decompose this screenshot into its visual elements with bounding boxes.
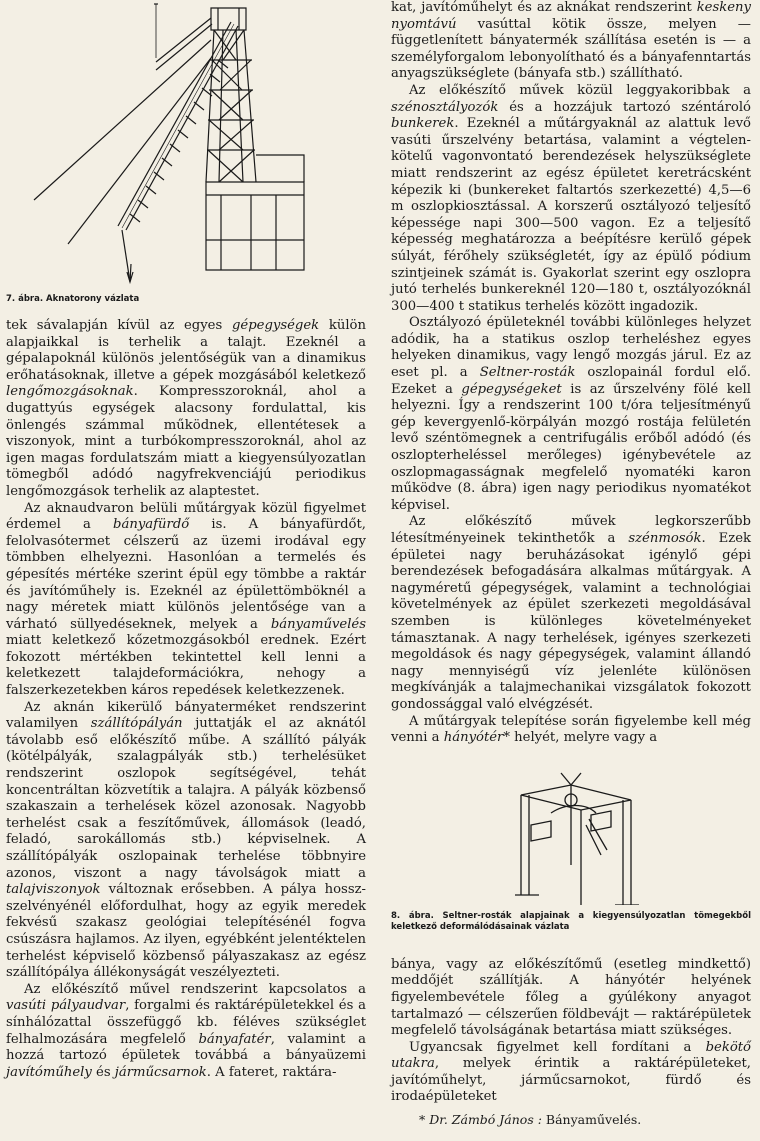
text-run: juttatják el az aknától távolabb eső előkészítő műbe. A szállító pályák (kötélpályák, szalagpályák stb.) terhelésüket rendszerint oszlopok segítségével, tehát koncentráltan közvetítik a talajra. A pályák közbenső szakaszain a terhelések közel azonosak. Nagyobb terhelést csak a feszítőművek, állomások (leadó, feladó, sarokállomás stb.) képviselnek. A szállítópályák oszlopainak terhelése többnyire azonos, viszont a nagy távolságok miatt a: [6, 716, 366, 881]
emphasized-term: járműcsarnok: [114, 1064, 207, 1080]
emphasized-term: bányaművelés: [270, 616, 366, 632]
emphasized-term: szénosztályozók: [391, 99, 499, 115]
text-run: Az aknán kikerülő bányaterméket rendszerint valamilyen: [6, 699, 366, 732]
text-run: Az előkészítő művek közül leggyakoribbak a: [409, 82, 751, 98]
right-paragraph-6: [391, 957, 751, 1040]
emphasized-term: bányafürdő: [113, 517, 190, 533]
right-paragraph-2: [391, 83, 751, 315]
text-run: vasúttal kötik össze, melyen — függetlenített bányatermék szállítása esetén is — a személyforgalom lebonyolítható és a bányafenntartás anyagszükséglete (bányafa stb.) szállítható.: [391, 16, 751, 82]
text-run: , valamint a hozzá tartozó épületek továbbá a bányaüzemi: [6, 1031, 366, 1064]
text-run: . Ezek épületei nagy beruházásokat igénylő gépi berendezések befogadására alkalmas műtárgyak. A nagyméretű gépegységek, valamint a technológiai követelmények az épület szerkezeti megoldásával szemben is különleges követelményeket támasztanak. A nagy terhelések, igényes szerkezeti megoldások és nagy gépegységek, valamint állandó nagy mennyiségű víz jelenléte különösen megkívánják a talajmechanikai vizsgálatok fokozott gondossággal való elvégzését.: [391, 531, 751, 712]
right-paragraph-5: [391, 714, 751, 747]
text-run: miatt keletkező kőzetmozgásokból erednek. Ezért fokozott mértékben tekintettel kell lenni a keletkezett talajdeformációkra, nehogy a falszerkezetekben káros repedések keletkezzenek.: [6, 633, 366, 699]
mine-tower-drawing: [6, 0, 306, 292]
emphasized-term: hányótér*: [443, 730, 510, 746]
emphasized-term: szénmosók: [628, 531, 702, 546]
right-column: [391, 0, 751, 1141]
emphasized-term: bekötő utakra: [391, 1039, 751, 1072]
right-paragraph-7: [391, 1040, 751, 1106]
right-paragraph-4: [391, 514, 751, 713]
emphasized-term: bányafatér: [198, 1031, 271, 1047]
text-run: bánya, vagy az előkészítőmű (esetleg mindkettő) meddőjét szállítják. A hányótér helyének figyelembevétele főleg a gyúlékony anyagot tartalmazó — célszerűen földbevájt — raktárépületek megfelelő távolságának betartása miatt szükséges.: [391, 956, 751, 1039]
text-run: . Kompresszoroknál, ahol a dugattyús egységek alacsony fordulattal, kis önlengés számmal működnek, ellentétesek a viszonyok, mint a turbókompresszoroknál, ahol az igen magas fordulatszám miatt a kiegyensúlyozatlan tömegből adódó nagyfrekvenciájú periodikus lengőmozgások terhelik az alaptestet.: [6, 384, 366, 499]
text-run: és: [91, 1064, 115, 1080]
text-run: Osztályozó épületeknél további különleges helyzet adódik, ha a statikus oszlop terheléshez egyes helyeken dinamikus, vagy lengő mozgás járul. Ez az eset pl. a: [391, 315, 751, 381]
text-run: és a hozzájuk tartozó széntároló: [498, 99, 751, 115]
text-run: Bányaművelés.: [541, 1112, 642, 1128]
text-run: . A fateret, raktára-: [206, 1064, 337, 1080]
left-paragraph-4: [6, 982, 366, 1082]
text-run: változnak erősebben. A pálya hossz-szelvényénél előfordulhat, hogy az egyik meredek fekvésű szakasz geológiai telepítésénél fogva csúszásra hajlamos. Az ilyen, egyébként jelentéktelen terhelést képviselő közbenső pályaszakasz az egész szállítópálya állékonyságát veszélyezteti.: [6, 882, 366, 981]
emphasized-term: vasúti pályaudvar: [6, 998, 126, 1014]
text-run: , forgalmi és raktárépületekkel és a sínhálózattal összefüggő kb. féléves szükséglet felhalmozására megfelelő: [6, 998, 366, 1047]
text-run: A műtárgyak telepítése során figyelembe kell még venni a: [391, 713, 751, 746]
emphasized-term: javítóműhely: [6, 1064, 92, 1080]
text-run: kat, javítóműhelyt és az aknákat rendszerint: [391, 0, 697, 15]
left-column: [6, 0, 366, 1081]
figure-7: [6, 0, 366, 318]
figure-7-caption: 7. ábra. Aknatorony vázlata: [6, 294, 140, 304]
text-run: külön alapjaikkal is terhelik a talajt. Ezeknél a gépalapoknál különös jelentőségük van a dinamikus erőhatásoknak, illetve a gépek mozgásából keletkező: [6, 318, 366, 383]
left-paragraph-1: [6, 318, 366, 501]
left-paragraph-2: [6, 501, 366, 700]
emphasized-term: szállítópályán: [90, 716, 183, 732]
text-run: helyét, melyre vagy a: [509, 730, 658, 746]
seltner-screen-foundation-drawing: [511, 755, 641, 905]
text-run: oszlopainál fordul elő. Ezeket a: [391, 365, 751, 397]
text-run: Az előkészítő művel rendszerint kapcsolatos a: [24, 981, 366, 997]
text-run: is az űrszelvény fölé kell helyezni. Így a rendszerint 100 t/óra teljesítményű gép kevergyenlő-körpályán mozgó rostája felületén levő széntömegnek a centrifugális erőből adódó (és oszlopterheléssel merőleges) igénybevétele az oszlopmagasságnak megfelelő nyomatéki karon működve (8. ábra) igen nagy periodikus nyomatékot képvisel.: [391, 381, 751, 513]
figure-8: [391, 747, 751, 957]
emphasized-term: bunkerek: [391, 116, 455, 132]
emphasized-term: talajviszonyok: [6, 882, 101, 898]
emphasized-term: Dr. Zámbó János :: [429, 1112, 542, 1128]
right-paragraph-3: [391, 315, 751, 514]
emphasized-term: gépegységek: [231, 318, 320, 333]
emphasized-term: keskeny nyomtávú: [391, 0, 751, 32]
left-paragraph-3: [6, 700, 366, 982]
text-run: . Ezeknél a műtárgyaknál az alattuk levő vasúti űrszelvény betartása, valamint a végtelen-kötelű vagonvontató berendezések helyszükséglete miatt rendszerint az egész épületet keretrácsként képezik ki (bunkereket faltartós szerkezetté) 4,5—6 m oszlopkiosztással. A korszerű osztályozó teljesítő képessége napi 300—500 vagon. Ez a teljesítő képesség meghatározza a beépítésre kerülő gépek súlyát, férőhely szükségletét, így az épülő pódium szintjeinek számát is. Gyakorlat szerint egy oszlopra jutó terhelés bunkereknél 120—180 t, osztályozóknál 300—400 t statikus terhelés között ingadozik.: [391, 116, 751, 314]
text-run: Az aknaudvaron belüli műtárgyak közül figyelmet érdemel a: [6, 500, 366, 533]
footnote: [391, 1112, 751, 1129]
right-paragraph-1: [391, 0, 751, 83]
text-run: is. A bányafürdőt, felolvasótermet célszerű az üzemi irodával egy tömbben elhelyezni. Hasonlóan a termelés és gépesítés mértéke szerint épül egy tömbbe a raktár és javítóműhely is. Ezeknél az épülettömböknél a nagy méretek miatt különös jelentősége van a várható süllyedéseknek, melyek a: [6, 517, 366, 632]
text-run: tek sávalapján kívül az egyes: [6, 318, 232, 333]
text-run: , melyek érintik a raktárépületeket, javítóműhelyt, járműcsarnokot, fürdő és irodaépületeket: [391, 1056, 751, 1105]
text-run: Ugyancsak figyelmet kell fordítani a: [409, 1039, 706, 1055]
figure-8-caption: 8. ábra. Seltner-rosták alapjainak a kiegyensúlyozatlan tömegekből keletkező deformálódásainak vázlata: [391, 910, 751, 932]
text-run: Az előkészítő művek legkorszerűbb létesítményeinek tekinthetők a: [391, 514, 751, 546]
emphasized-term: lengőmozgásoknak: [6, 384, 134, 400]
text-run: *: [419, 1112, 430, 1128]
emphasized-term: Seltner-rosták: [479, 365, 576, 381]
emphasized-term: gépegységeket: [461, 381, 562, 397]
